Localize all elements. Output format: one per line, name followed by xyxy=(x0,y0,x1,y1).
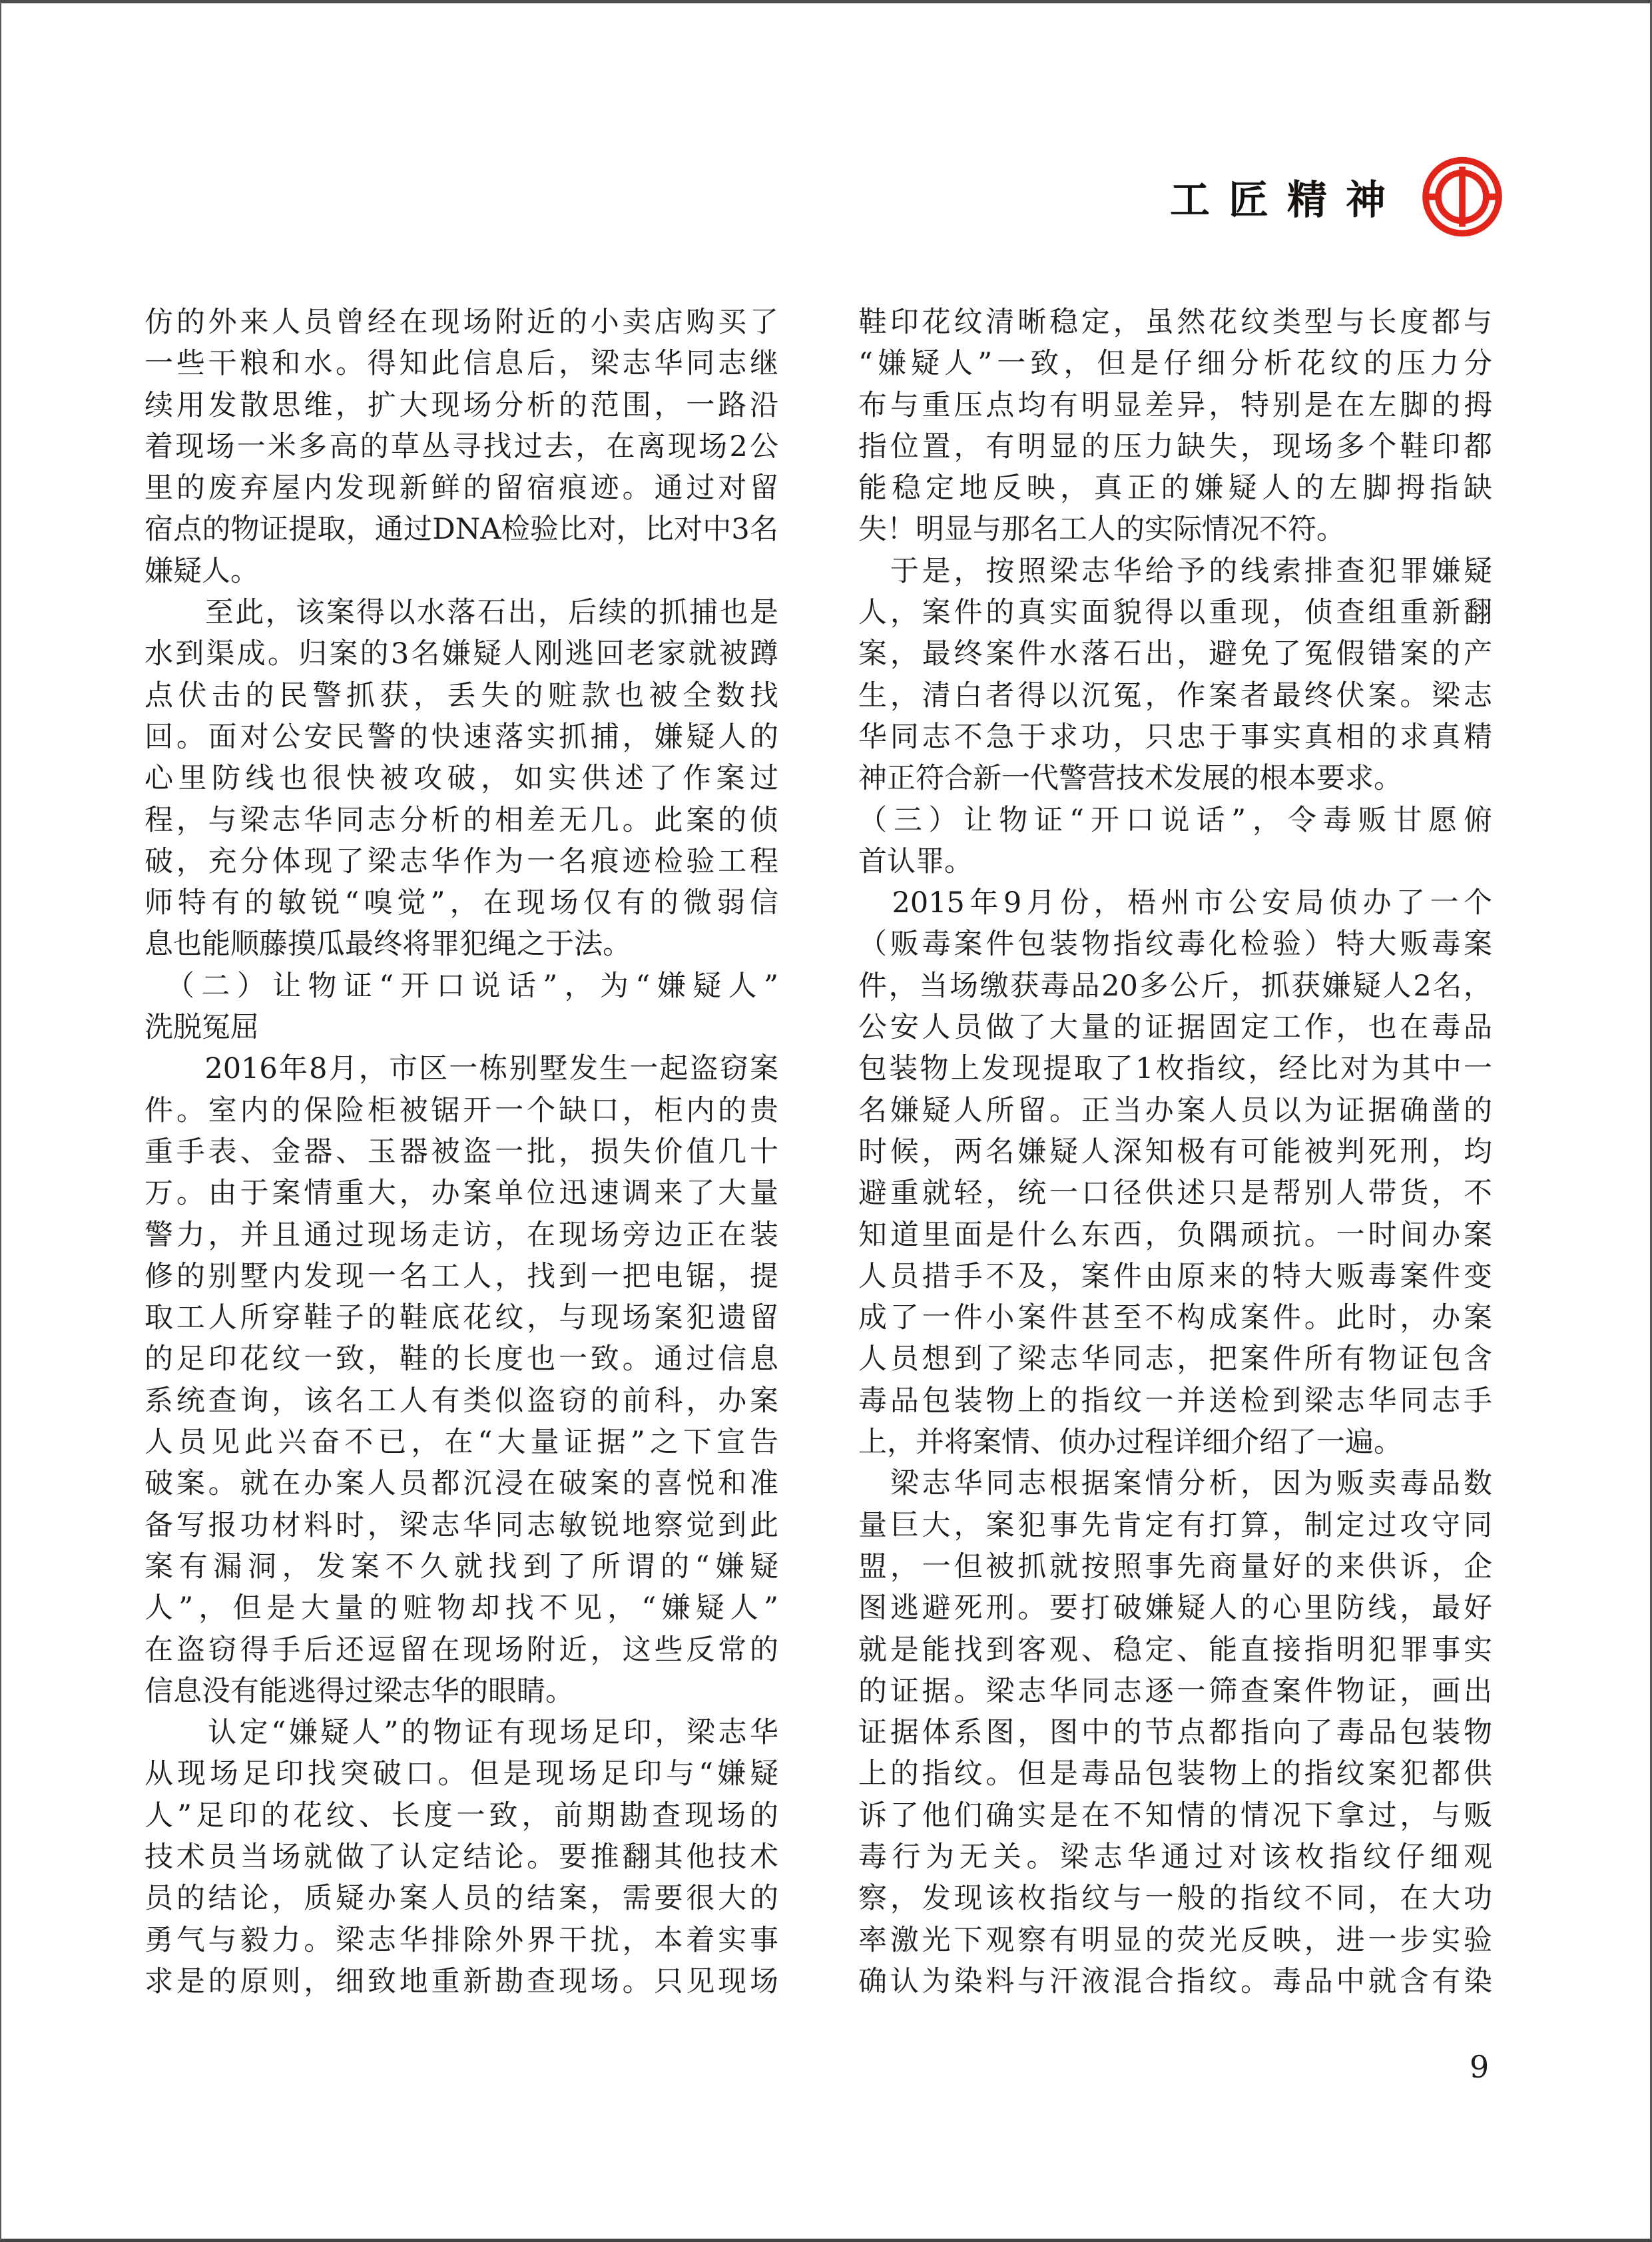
text-line: 嫌疑人。 xyxy=(144,554,259,588)
text-line: 率激光下观察有明显的荧光反映，进一步实验 xyxy=(858,1923,1492,1957)
text-line: 于是，按照梁志华给予的线索排查犯罪嫌疑 xyxy=(858,554,1492,588)
text-line: 里的废弃屋内发现新鲜的留宿痕迹。通过对留 xyxy=(144,471,778,505)
text-line: 破，充分体现了梁志华作为一名痕迹检验工程 xyxy=(144,844,778,878)
text-line: 回。面对公安民警的快速落实抓捕，嫌疑人的 xyxy=(144,720,778,754)
text-line: 师特有的敏锐“嗅觉”，在现场仅有的微弱信 xyxy=(144,886,778,920)
text-line: 的足印花纹一致，鞋的长度也一致。通过信息 xyxy=(144,1342,778,1376)
text-line: 系统查询，该名工人有类似盗窃的前科，办案 xyxy=(144,1384,778,1418)
page-title: 工匠精神 xyxy=(1170,177,1404,224)
text-line: 首认罪。 xyxy=(858,844,973,878)
text-line: 着现场一米多高的草丛寻找过去，在离现场2公 xyxy=(144,429,778,463)
text-line: 人”，但是大量的赃物却找不见，“嫌疑人” xyxy=(144,1591,778,1625)
text-line: 确认为染料与汗液混合指纹。毒品中就含有染 xyxy=(858,1964,1492,1998)
text-line: 公安人员做了大量的证据固定工作，也在毒品 xyxy=(858,1011,1492,1045)
text-line: 华同志不急于求功，只忠于事实真相的求真精 xyxy=(858,720,1492,754)
text-line: 心里防线也很快被攻破，如实供述了作案过 xyxy=(144,762,778,796)
text-line: 勇气与毅力。梁志华排除外界干扰，本着实事 xyxy=(144,1923,778,1957)
text-line: 洗脱冤屈 xyxy=(144,1011,259,1045)
text-line: 量巨大，案犯事先肯定有打算，制定过攻守同 xyxy=(858,1508,1492,1542)
text-line: 上，并将案情、侦办过程详细介绍了一遍。 xyxy=(858,1426,1402,1460)
text-line: 件。室内的保险柜被锯开一个缺口，柜内的贵 xyxy=(144,1093,778,1127)
text-line: 毒行为无关。梁志华通过对该枚指纹仔细观 xyxy=(858,1840,1492,1874)
text-line: 警力，并且通过现场走访，在现场旁边正在装 xyxy=(144,1218,778,1252)
text-line: 求是的原则，细致地重新勘查现场。只见现场 xyxy=(144,1964,778,1998)
union-emblem-icon xyxy=(1422,154,1503,239)
text-line: 从现场足印找突破口。但是现场足印与“嫌疑 xyxy=(144,1757,778,1791)
text-line: 时候，两名嫌疑人深知极有可能被判死刑，均 xyxy=(858,1135,1492,1169)
text-line: 一些干粮和水。得知此信息后，梁志华同志继 xyxy=(144,347,778,381)
text-line: 水到渠成。归案的3名嫌疑人刚逃回老家就被蹲 xyxy=(144,637,778,671)
text-line: 件，当场缴获毒品20多公斤，抓获嫌疑人2名， xyxy=(858,969,1492,1003)
text-line: （三）让物证“开口说话”，令毒贩甘愿俯 xyxy=(858,803,1492,837)
text-line: 人员见此兴奋不已，在“大量证据”之下宣告 xyxy=(144,1426,778,1460)
text-line: 员的结论，质疑办案人员的结案，需要很大的 xyxy=(144,1882,778,1916)
text-line: 人员措手不及，案件由原来的特大贩毒案件变 xyxy=(858,1259,1492,1293)
text-line: 程，与梁志华同志分析的相差无几。此案的侦 xyxy=(144,803,778,837)
text-line: （二）让物证“开口说话”，为“嫌疑人” xyxy=(144,969,778,1003)
text-line: 指位置，有明显的压力缺失，现场多个鞋印都 xyxy=(858,429,1492,463)
text-line: 布与重压点均有明显差异，特别是在左脚的拇 xyxy=(858,388,1492,422)
right-column xyxy=(858,302,1492,2002)
text-line: 万。由于案情重大，办案单位迅速调来了大量 xyxy=(144,1177,778,1211)
text-line: 续用发散思维，扩大现场分析的范围，一路沿 xyxy=(144,388,778,422)
text-line: 避重就轻，统一口径供述只是帮别人带货，不 xyxy=(858,1177,1492,1211)
text-line: 人，案件的真实面貌得以重现，侦查组重新翻 xyxy=(858,596,1492,630)
text-line: 破案。就在办案人员都沉浸在破案的喜悦和准 xyxy=(144,1467,778,1501)
text-line: “嫌疑人”一致，但是仔细分析花纹的压力分 xyxy=(858,347,1492,381)
text-line: 宿点的物证提取，通过DNA检验比对，比对中3名 xyxy=(144,513,778,547)
text-line: 鞋印花纹清晰稳定，虽然花纹类型与长度都与 xyxy=(858,306,1492,339)
text-line: 诉了他们确实是在不知情的情况下拿过，与贩 xyxy=(858,1799,1492,1832)
text-line: 能稳定地反映，真正的嫌疑人的左脚拇指缺 xyxy=(858,471,1492,505)
text-line: 证据体系图，图中的节点都指向了毒品包装物 xyxy=(858,1716,1492,1750)
text-line: 信息没有能逃得过梁志华的眼睛。 xyxy=(144,1674,574,1708)
text-line: 毒品包装物上的指纹一并送检到梁志华同志手 xyxy=(858,1384,1492,1418)
text-line: 人员想到了梁志华同志，把案件所有物证包含 xyxy=(858,1342,1492,1376)
text-line: 成了一件小案件甚至不构成案件。此时，办案 xyxy=(858,1301,1492,1335)
text-line: 梁志华同志根据案情分析，因为贩卖毒品数 xyxy=(858,1467,1492,1501)
text-line: 备写报功材料时，梁志华同志敏锐地察觉到此 xyxy=(144,1508,778,1542)
text-line: 取工人所穿鞋子的鞋底花纹，与现场案犯遗留 xyxy=(144,1301,778,1335)
text-line: 神正符合新一代警营技术发展的根本要求。 xyxy=(858,762,1402,796)
text-line: 名嫌疑人所留。正当办案人员以为证据确凿的 xyxy=(858,1093,1492,1127)
text-line: 案，最终案件水落石出，避免了冤假错案的产 xyxy=(858,637,1492,671)
left-column xyxy=(144,302,778,2002)
text-line: 察，发现该枚指纹与一般的指纹不同，在大功 xyxy=(858,1882,1492,1916)
text-line: 人”足印的花纹、长度一致，前期勘查现场的 xyxy=(144,1799,778,1832)
text-line: 2016年8月，市区一栋别墅发生一起盗窃案 xyxy=(144,1052,778,1086)
text-line: 点伏击的民警抓获，丢失的赃款也被全数找 xyxy=(144,679,778,712)
text-line: 案有漏洞，发案不久就找到了所谓的“嫌疑 xyxy=(144,1549,778,1583)
text-line: 息也能顺藤摸瓜最终将罪犯绳之于法。 xyxy=(144,928,631,962)
text-line: 修的别墅内发现一名工人，找到一把电锯，提 xyxy=(144,1259,778,1293)
text-line: 包装物上发现提取了1枚指纹，经比对为其中一 xyxy=(858,1052,1492,1086)
text-line: 的证据。梁志华同志逐一筛查案件物证，画出 xyxy=(858,1674,1492,1708)
text-line: 就是能找到客观、稳定、能直接指明犯罪事实 xyxy=(858,1633,1492,1667)
text-line: 重手表、金器、玉器被盗一批，损失价值几十 xyxy=(144,1135,778,1169)
text-line: 仿的外来人员曾经在现场附近的小卖店购买了 xyxy=(144,306,778,339)
text-line: 技术员当场就做了认定结论。要推翻其他技术 xyxy=(144,1840,778,1874)
text-line: 生，清白者得以沉冤，作案者最终伏案。梁志 xyxy=(858,679,1492,712)
text-line: 盟，一但被抓就按照事先商量好的来供诉，企 xyxy=(858,1549,1492,1583)
text-line: 在盗窃得手后还逗留在现场附近，这些反常的 xyxy=(144,1633,778,1667)
page-number: 9 xyxy=(1470,2049,1490,2085)
text-line: 2015年9月份，梧州市公安局侦办了一个 xyxy=(858,886,1492,920)
text-line: 至此，该案得以水落石出，后续的抓捕也是 xyxy=(144,596,778,630)
text-line: 图逃避死刑。要打破嫌疑人的心里防线，最好 xyxy=(858,1591,1492,1625)
text-line: 失！明显与那名工人的实际情况不符。 xyxy=(858,513,1345,547)
text-line: 知道里面是什么东西，负隅顽抗。一时间办案 xyxy=(858,1218,1492,1252)
text-line: 认定“嫌疑人”的物证有现场足印，梁志华 xyxy=(144,1716,778,1750)
text-line: （贩毒案件包装物指纹毒化检验）特大贩毒案 xyxy=(858,928,1492,962)
text-line: 上的指纹。但是毒品包装物上的指纹案犯都供 xyxy=(858,1757,1492,1791)
